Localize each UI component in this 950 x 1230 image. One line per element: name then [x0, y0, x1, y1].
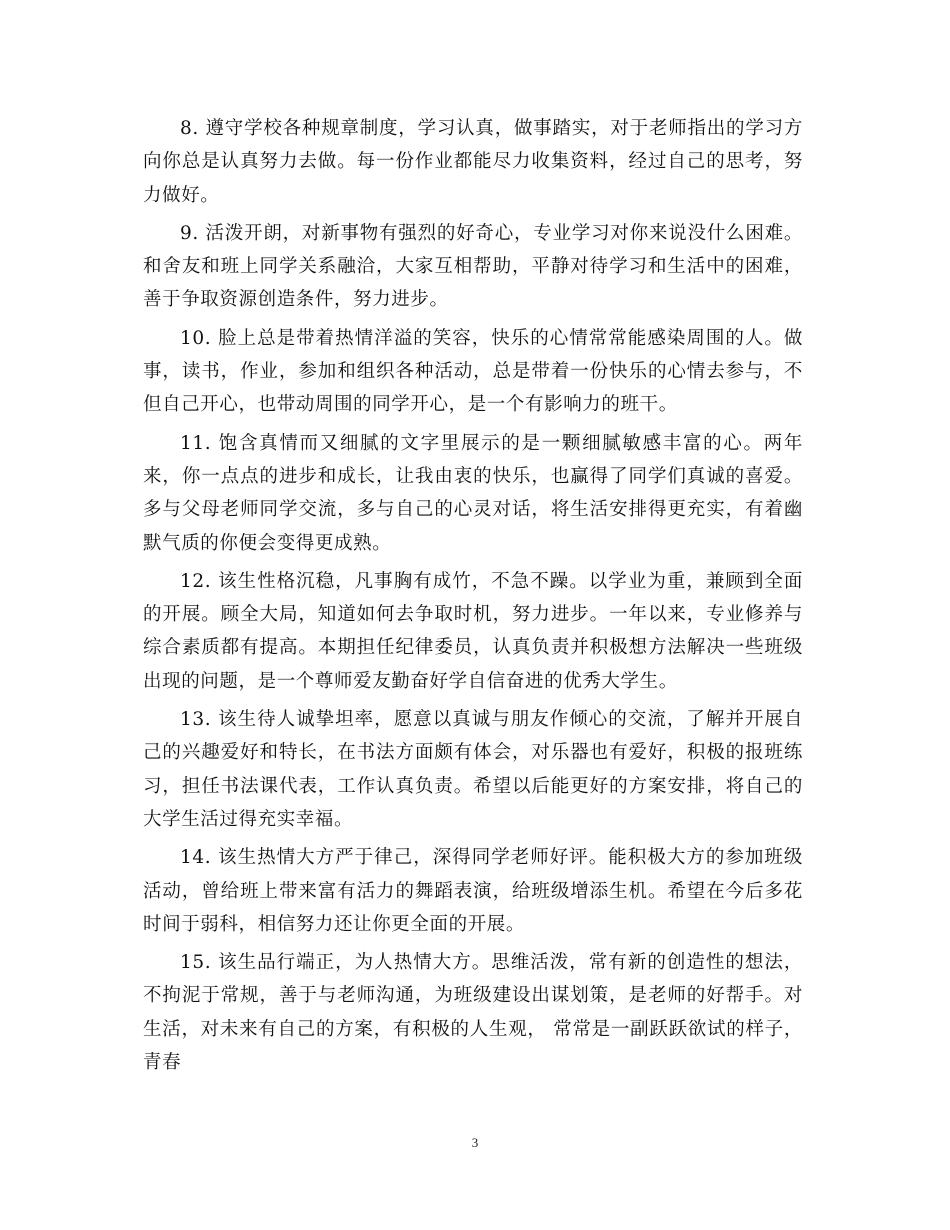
paragraph-13: 13. 该生待人诚挚坦率，愿意以真诚与朋友作倾心的交流，了解并开展自己的兴趣爱好和特长，在书法方面颇有体会，对乐器也有爱好，积极的报班练习，担任书法课代表，工作认真负责。希望以后能更好的方案安排，将自己的大学生活过得充实幸福。 [143, 709, 803, 830]
paragraph-11: 11. 饱含真情而又细腻的文字里展示的是一颗细腻敏感丰富的心。两年来，你一点点的进步和成长，让我由衷的快乐，也赢得了同学们真诚的喜爱。多与父母老师同学交流，多与自己的心灵对话，将生活安排得更充实，有着幽默气质的你便会变得更成熟。 [143, 432, 803, 554]
page-number: 3 [471, 1135, 479, 1150]
document-body [143, 112, 803, 1084]
paragraph-10: 10. 脸上总是带着热情洋溢的笑容，快乐的心情常常能感染周围的人。做事，读书，作业，参加和组织各种活动，总是带着一份快乐的心情去参与，不但自己开心，也带动周围的同学开心，是一个有影响力的班干。 [143, 327, 803, 416]
paragraph-15: 15. 该生品行端正，为人热情大方。思维活泼，常有新的创造性的想法，不拘泥于常规，善于与老师沟通，为班级建设出谋划策，是老师的好帮手。对生活，对未来有自己的方案，有积极的人生观， 常常是一副跃跃欲试的样子，青春 [143, 952, 803, 1074]
paragraph-12: 12. 该生性格沉稳，凡事胸有成竹，不急不躁。以学业为重，兼顾到全面的开展。顾全大局，知道如何去争取时机，努力进步。一年以来，专业修养与综合素质都有提高。本期担任纪律委员，认真负责并积极想方法解决一些班级出现的问题，是一个尊师爱友勤奋好学自信奋进的优秀大学生。 [143, 570, 803, 692]
paragraph-9: 9. 活泼开朗，对新事物有强烈的好奇心，专业学习对你来说没什么困难。和舍友和班上同学关系融洽，大家互相帮助，平静对待学习和生活中的困难，善于争取资源创造条件，努力进步。 [143, 222, 803, 311]
paragraph-8: 8. 遵守学校各种规章制度，学习认真，做事踏实，对于老师指出的学习方向你总是认真努力去做。每一份作业都能尽力收集资料，经过自己的思考，努力做好。 [143, 118, 803, 206]
paragraph-14: 14. 该生热情大方严于律己，深得同学老师好评。能积极大方的参加班级活动，曾给班上带来富有活力的舞蹈表演，给班级增添生机。希望在今后多花时间于弱科，相信努力还让你更全面的开展。 [143, 847, 803, 935]
